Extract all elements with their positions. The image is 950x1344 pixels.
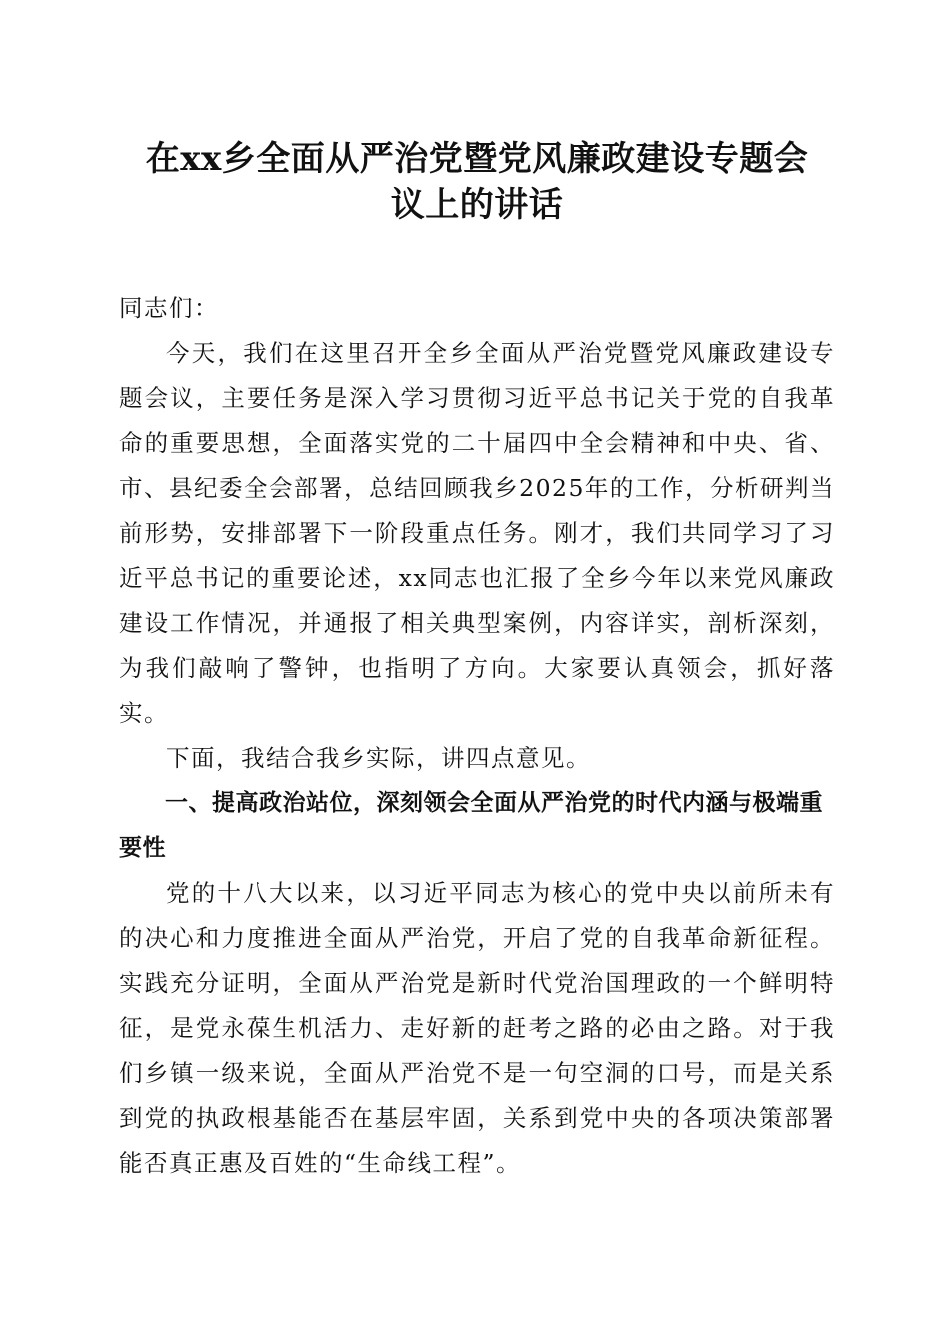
document-content — [119, 136, 835, 1186]
title-line-1: 在xx乡全面从严治党暨党风廉政建设专题会 — [145, 139, 809, 179]
paragraph-intro-points: 下面，我结合我乡实际，讲四点意见。 — [166, 744, 591, 772]
section-1-paragraph: 党的十八大以来，以习近平同志为核心的党中央以前所未有的决心和力度推进全面从严治党，开启了党的自我革命新征程。实践充分证明，全面从严治党是新时代党治国理政的一个鲜明特征，是党永葆生机活力、走好新的赶考之路的必由之路。对于我们乡镇一级来说，全面从严治党不是一句空洞的口号，而是关系到党的执政根基能否在基层牢固，关系到党中央的各项决策部署能否真正惠及百姓的“生命线工程”。 — [119, 879, 835, 1177]
title-line-2: 议上的讲话 — [390, 185, 564, 225]
section-heading-1: 一、提高政治站位，深刻领会全面从严治党的时代内涵与极端重要性 — [119, 790, 823, 861]
paragraph-opening: 今天，我们在这里召开全乡全面从严治党暨党风廉政建设专题会议，主要任务是深入学习贯彻习近平总书记关于党的自我革命的重要思想，全面落实党的二十届四中全会精神和中央、省、市、县纪委全会部署，总结回顾我乡2025年的工作，分析研判当前形势，安排部署下一阶段重点任务。刚才，我们共同学习了习近平总书记的重要论述，xx同志也汇报了全乡今年以来党风廉政建设工作情况，并通报了相关典型案例，内容详实，剖析深刻，为我们敲响了警钟，也指明了方向。大家要认真领会，抓好落实。 — [119, 339, 835, 727]
document-title — [119, 136, 835, 228]
greeting: 同志们： — [119, 294, 219, 322]
